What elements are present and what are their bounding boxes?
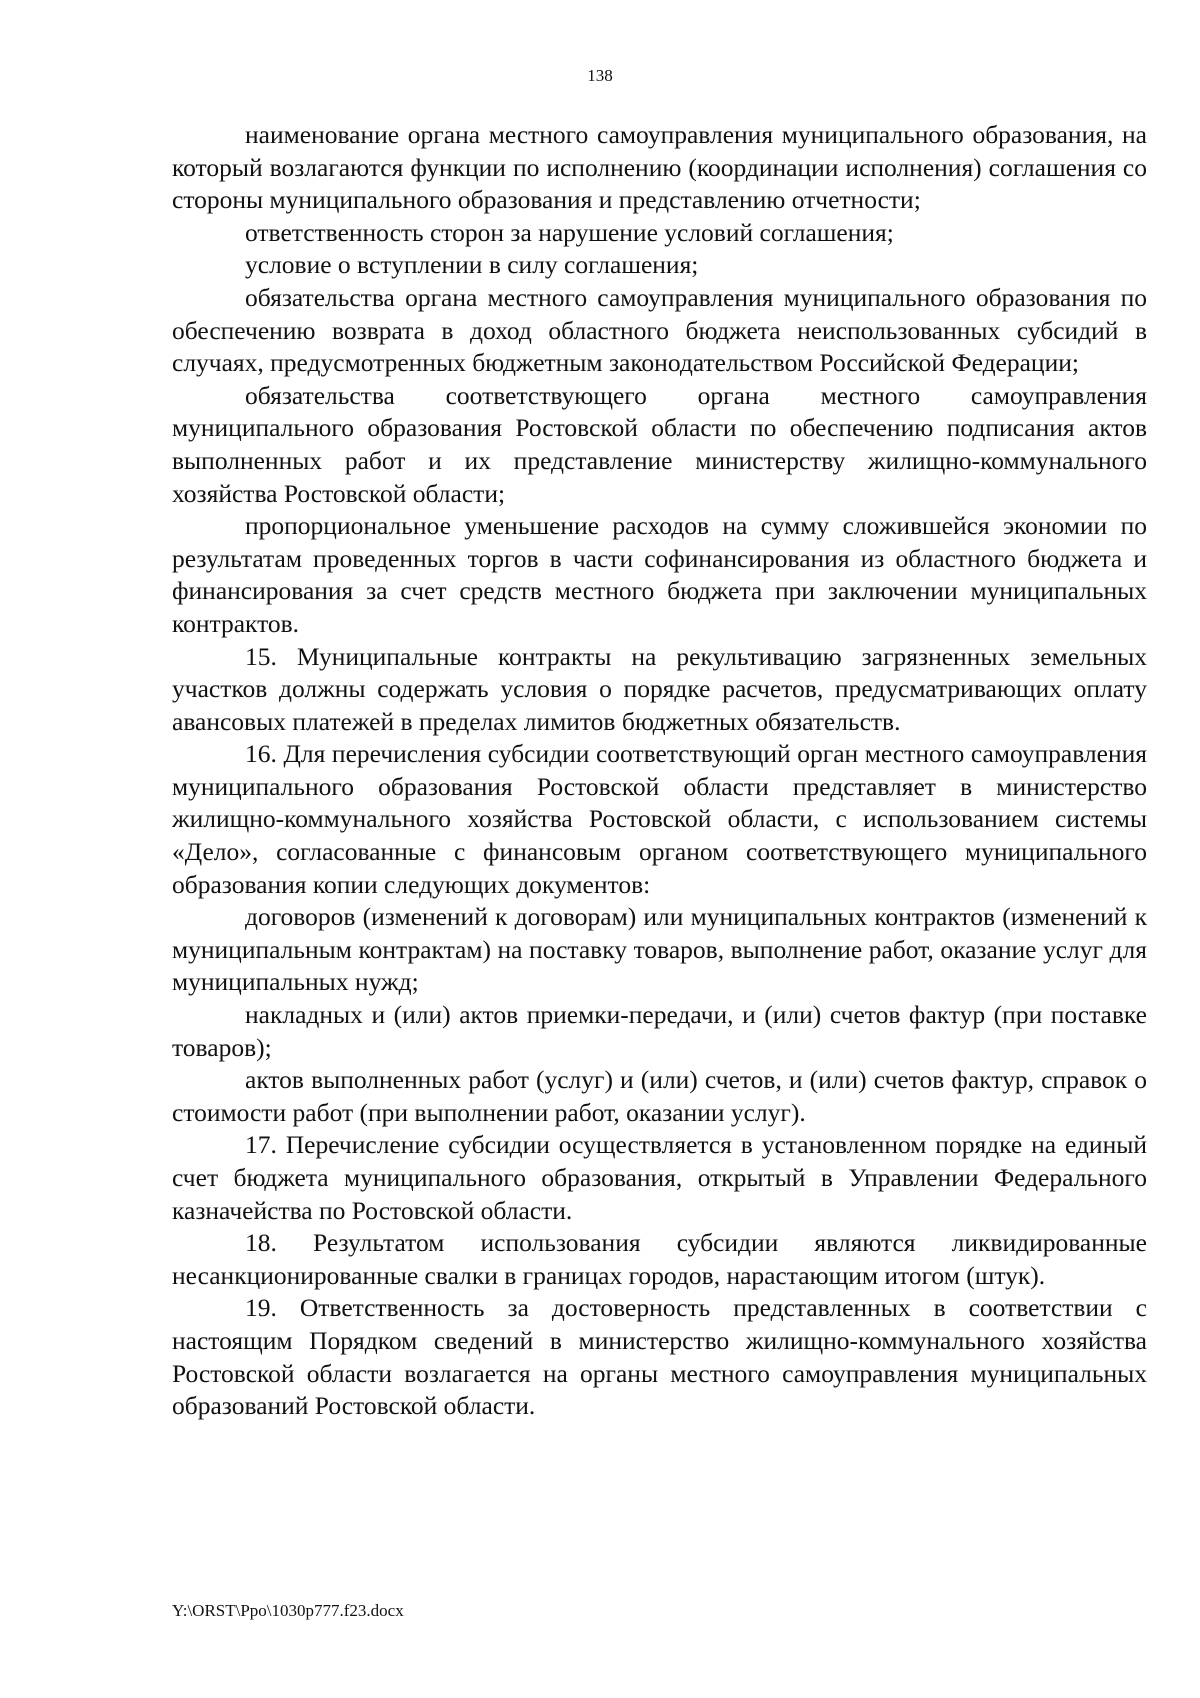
- page-number: 138: [587, 66, 613, 85]
- paragraph: обязательства органа местного самоуправления муниципального образования по обеспечению возврата в доход областного бюджета неиспользованных субсидий в случаях, предусмотренных бюджетным законодательством Российской Федерации;: [172, 282, 1147, 378]
- paragraph: ответственность сторон за нарушение условий соглашения;: [245, 217, 894, 247]
- footer-file-path: Y:\ORST\Ppo\1030p777.f23.docx: [172, 1601, 404, 1620]
- document-body: [172, 119, 1147, 1423]
- paragraph: актов выполненных работ (услуг) и (или) счетов, и (или) счетов фактур, справок о стоимости работ (при выполнении работ, оказании услуг).: [172, 1065, 1147, 1127]
- paragraph-item-15: 15. Муниципальные контракты на рекультивацию загрязненных земельных участков должны содержать условия о порядке расчетов, предусматривающих оплату авансовых платежей в пределах лимитов бюджетных обязательств.: [172, 641, 1147, 736]
- paragraph: условие о вступлении в силу соглашения;: [245, 250, 699, 280]
- paragraph-item-18: 18. Результатом использования субсидии являются ликвидированные несанкционированные свалки в границах городов, нарастающим итогом (штук).: [172, 1228, 1147, 1290]
- paragraph: обязательства соответствующего органа местного самоуправления муниципального образования Ростовской области по обеспечению подписания актов выполненных работ и их представление министерству жилищно-коммунального хозяйства Ростовской области;: [172, 380, 1147, 508]
- paragraph-item-19: 19. Ответственность за достоверность представленных в соответствии с настоящим Порядком сведений в министерство жилищно-коммунального хозяйства Ростовской области возлагается на органы местного самоуправления муниципальных образований Ростовской области.: [172, 1293, 1147, 1421]
- paragraph-item-17: 17. Перечисление субсидии осуществляется в установленном порядке на единый счет бюджета муниципального образования, открытый в Управлении Федерального казначейства по Ростовской области.: [172, 1130, 1147, 1225]
- paragraph: накладных и (или) актов приемки-передачи, и (или) счетов фактур (при поставке товаров);: [172, 1000, 1147, 1062]
- paragraph: пропорциональное уменьшение расходов на сумму сложившейся экономии по результатам проведенных торгов в части софинансирования из областного бюджета и финансирования за счет средств местного бюджета при заключении муниципальных контрактов.: [172, 511, 1147, 638]
- paragraph: наименование органа местного самоуправления муниципального образования, на который возлагаются функции по исполнению (координации исполнения) соглашения со стороны муниципального образования и представлению отчетности;: [172, 120, 1147, 215]
- paragraph: договоров (изменений к договорам) или муниципальных контрактов (изменений к муниципальным контрактам) на поставку товаров, выполнение работ, оказание услуг для муниципальных нужд;: [172, 902, 1147, 997]
- paragraph-item-16: 16. Для перечисления субсидии соответствующий орган местного самоуправления муниципального образования Ростовской области представляет в министерство жилищно-коммунального хозяйства Ростовской области, с использованием системы «Дело», согласованные с финансовым органом соответствующего муниципального образования копии следующих документов:: [172, 739, 1147, 899]
